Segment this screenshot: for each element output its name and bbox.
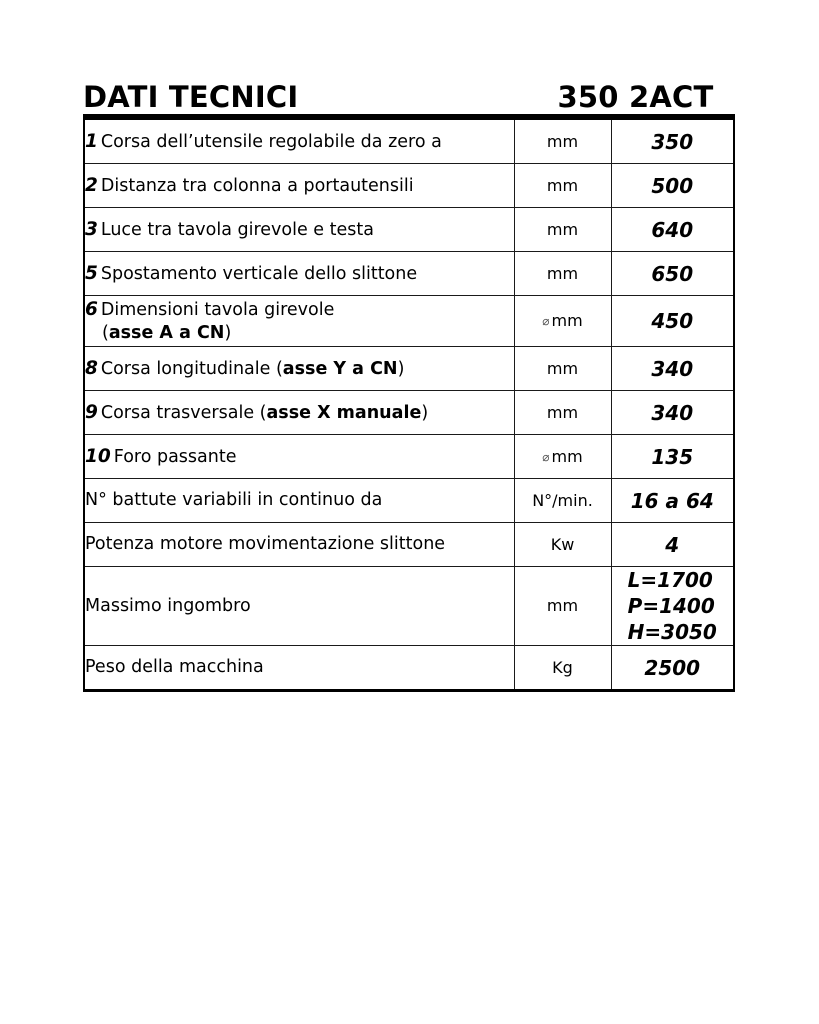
row-number: 5 — [85, 262, 98, 284]
row-value: 135 — [611, 435, 734, 479]
row-unit: mm — [514, 164, 611, 208]
table-row — [84, 208, 734, 252]
table-row — [84, 479, 734, 523]
row-unit: ⌀ mm — [514, 296, 611, 347]
row-label: 10 Foro passante — [84, 435, 514, 479]
table-row — [84, 117, 734, 164]
row-value: 4 — [611, 523, 734, 567]
value-line: H=3050 — [627, 620, 717, 644]
row-value: 640 — [611, 208, 734, 252]
row-unit: mm — [514, 347, 611, 391]
row-value: 2500 — [611, 646, 734, 691]
row-unit: ⌀ mm — [514, 435, 611, 479]
row-label: Potenza motore movimentazione slittone — [84, 523, 514, 567]
row-unit: mm — [514, 567, 611, 646]
row-unit: mm — [514, 252, 611, 296]
row-value: 450 — [611, 296, 734, 347]
value-line: P=1400 — [627, 594, 715, 618]
row-number: 2 — [85, 174, 98, 196]
table-row — [84, 567, 734, 646]
row-value: 340 — [611, 391, 734, 435]
row-unit: mm — [514, 391, 611, 435]
row-value: 16 a 64 — [611, 479, 734, 523]
table-row — [84, 391, 734, 435]
row-unit: N°/min. — [514, 479, 611, 523]
row-label: Peso della macchina — [84, 646, 514, 691]
row-label: 5 Spostamento verticale dello slittone — [84, 252, 514, 296]
row-value: 350 — [611, 117, 734, 164]
table-row — [84, 164, 734, 208]
row-unit: mm — [514, 208, 611, 252]
row-number: 9 — [85, 401, 98, 423]
value-line: L=1700 — [627, 568, 713, 592]
row-number: 8 — [85, 357, 98, 379]
row-label: Massimo ingombro — [84, 567, 514, 646]
row-value: 340 — [611, 347, 734, 391]
technical-data-table — [83, 114, 735, 692]
table-row — [84, 347, 734, 391]
diameter-icon: ⌀ — [542, 449, 550, 464]
row-number: 3 — [85, 218, 98, 240]
row-value: 650 — [611, 252, 734, 296]
row-label: 6 Dimensioni tavola girevole (asse A a CN) — [84, 296, 514, 347]
row-number: 1 — [85, 130, 98, 152]
row-label: 2 Distanza tra colonna a portautensili — [84, 164, 514, 208]
row-number: 6 — [85, 298, 98, 320]
row-label: N° battute variabili in continuo da — [84, 479, 514, 523]
table-row — [84, 252, 734, 296]
page-title: DATI TECNICI — [83, 80, 299, 114]
row-value — [611, 567, 734, 646]
table-row — [84, 646, 734, 691]
table-body — [84, 117, 734, 691]
row-label: 9 Corsa trasversale (asse X manuale) — [84, 391, 514, 435]
model-name: 350 2ACT — [557, 80, 714, 114]
table-row — [84, 296, 734, 347]
row-label: 8 Corsa longitudinale (asse Y a CN) — [84, 347, 514, 391]
row-unit: Kg — [514, 646, 611, 691]
row-label: 1 Corsa dell’utensile regolabile da zero a — [84, 117, 514, 164]
sheet-header — [83, 70, 733, 112]
diameter-icon: ⌀ — [542, 314, 550, 328]
row-label: 3 Luce tra tavola girevole e testa — [84, 208, 514, 252]
table-row — [84, 435, 734, 479]
row-unit: Kw — [514, 523, 611, 567]
row-unit: mm — [514, 117, 611, 164]
row-number: 10 — [85, 445, 111, 467]
row-value: 500 — [611, 164, 734, 208]
spec-sheet — [83, 70, 733, 692]
table-row — [84, 523, 734, 567]
